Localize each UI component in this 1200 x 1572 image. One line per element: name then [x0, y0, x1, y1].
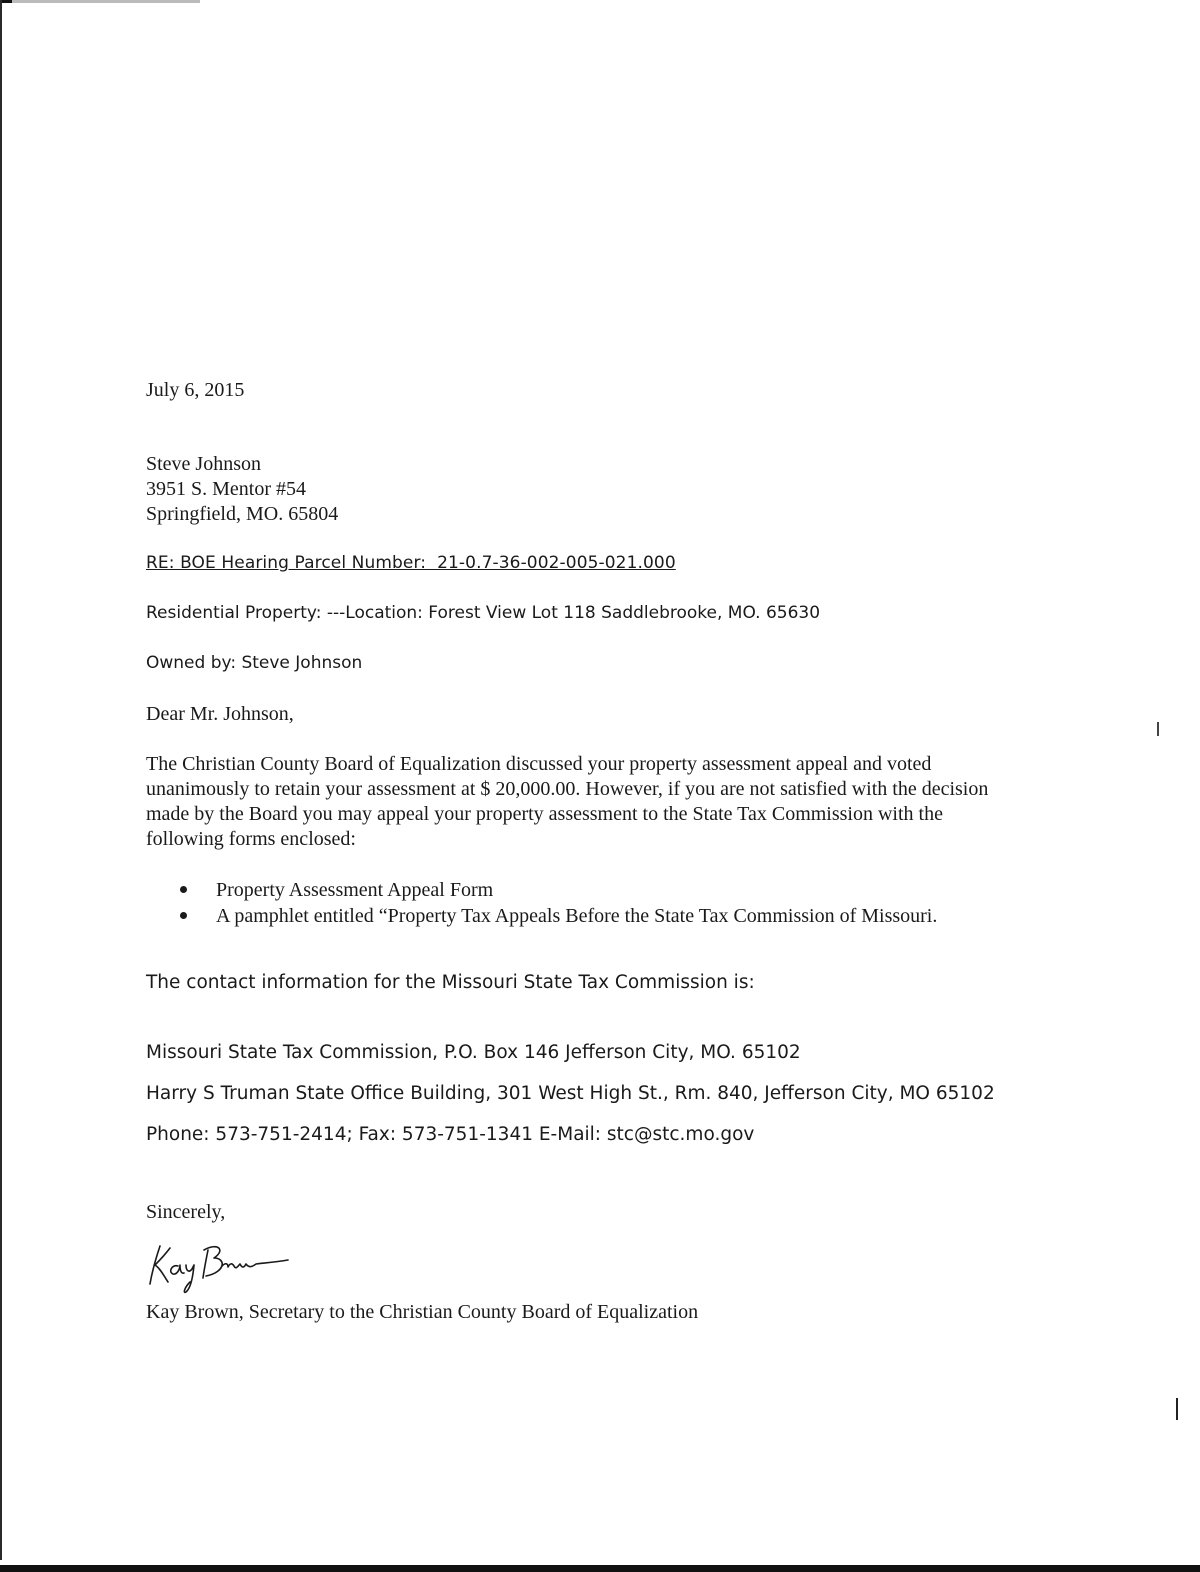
enclosure-item-text: A pamphlet entitled “Property Tax Appeals Before the State Tax Commission of Missouri.: [216, 905, 938, 927]
scan-mark: [1157, 722, 1159, 736]
property-location-line: Residential Property: ---Location: Forest View Lot 118 Saddlebrooke, MO. 65630: [146, 603, 821, 623]
closing: Sincerely,: [146, 1201, 226, 1223]
enclosure-list: [178, 877, 937, 929]
bullet-icon: [180, 912, 187, 919]
enclosure-item-text: Property Assessment Appeal Form: [216, 879, 494, 901]
recipient-street: 3951 S. Mentor #54: [146, 478, 306, 500]
enclosure-item: [178, 903, 937, 929]
body-line: following forms enclosed:: [146, 828, 356, 850]
recipient-city: Springfield, MO. 65804: [146, 503, 339, 525]
salutation: Dear Mr. Johnson,: [146, 703, 294, 725]
contact-office-line: Harry S Truman State Office Building, 301 West High St., Rm. 840, Jefferson City, MO 65102: [146, 1083, 995, 1104]
contact-intro: The contact information for the Missouri State Tax Commission is:: [146, 972, 755, 993]
scan-edge-bottom: [0, 1565, 1200, 1572]
enclosure-item: [178, 877, 937, 903]
contact-address-line: Missouri State Tax Commission, P.O. Box 146 Jefferson City, MO. 65102: [146, 1042, 801, 1063]
owner-line: Owned by: Steve Johnson: [146, 653, 363, 673]
recipient-address: [146, 452, 338, 527]
handwritten-signature: [146, 1236, 296, 1294]
scan-edge-left: [0, 0, 2, 1560]
body-line: made by the Board you may appeal your property assessment to the State Tax Commission with the: [146, 803, 943, 825]
body-paragraph: [146, 752, 1066, 852]
scan-edge-top: [0, 0, 200, 3]
body-line: unanimously to retain your assessment at $ 20,000.00. However, if you are not satisfied with the decision: [146, 778, 989, 800]
letter-date: July 6, 2015: [146, 379, 245, 401]
body-line: The Christian County Board of Equalization discussed your property assessment appeal and voted: [146, 753, 932, 775]
bullet-icon: [180, 886, 187, 893]
re-line: RE: BOE Hearing Parcel Number: 21-0.7-36-002-005-021.000: [146, 553, 676, 573]
recipient-name: Steve Johnson: [146, 453, 261, 475]
contact-phone-email-line: Phone: 573-751-2414; Fax: 573-751-1341 E-Mail: stc@stc.mo.gov: [146, 1124, 755, 1145]
scan-mark: [1176, 1398, 1178, 1420]
signer-line: Kay Brown, Secretary to the Christian County Board of Equalization: [146, 1301, 699, 1323]
